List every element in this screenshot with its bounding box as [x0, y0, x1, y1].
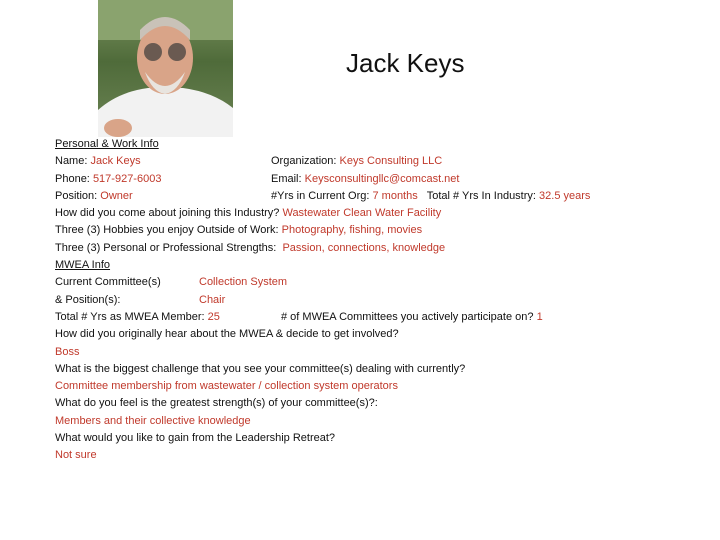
yrs-member-label: Total # Yrs as MWEA Member:	[55, 310, 205, 323]
personal-heading: Personal & Work Info	[55, 138, 159, 150]
join-question: How did you come about joining this Industry?	[55, 207, 280, 220]
committee-value: Collection System	[199, 276, 288, 289]
num-committees-label: # of MWEA Committees you actively participate on?	[281, 310, 534, 323]
position-label: Position:	[55, 189, 98, 202]
profile-photo	[98, 0, 233, 137]
committee-label: Current Committee(s)	[55, 276, 161, 289]
strength-answer: Members and their collective knowledge	[55, 414, 251, 427]
phone-value: 517-927-6003	[92, 172, 162, 185]
yrs-org-label: #Yrs in Current Org:	[271, 189, 370, 202]
num-committees-value: 1	[536, 310, 543, 323]
mwea-heading: MWEA Info	[55, 259, 111, 272]
challenge-answer: Committee membership from wastewater / collection system operators	[55, 380, 398, 393]
committee-position-label: & Position(s):	[55, 293, 121, 306]
hear-answer: Boss	[55, 345, 80, 358]
org-value: Keys Consulting LLC	[339, 155, 443, 168]
strengths-question: Three (3) Personal or Professional Strengths:	[55, 241, 277, 254]
committee-position-value: Chair	[199, 293, 226, 306]
profile-info	[55, 136, 705, 465]
email-label: Email:	[271, 172, 302, 185]
org-label: Organization:	[271, 155, 337, 168]
name-value: Jack Keys	[90, 155, 141, 168]
position-value: Owner	[100, 189, 133, 202]
gain-answer: Not sure	[55, 449, 97, 462]
hear-question: How did you originally hear about the MWEA & decide to get involved?	[55, 328, 399, 341]
yrs-member-value: 25	[207, 310, 220, 323]
email-value: Keysconsultingllc@comcast.net	[304, 172, 460, 185]
strengths-answer: Passion, connections, knowledge	[282, 241, 446, 254]
gain-question: What would you like to gain from the Leadership Retreat?	[55, 432, 336, 445]
hobbies-answer: Photography, fishing, movies	[281, 224, 423, 237]
challenge-question: What is the biggest challenge that you see your committee(s) dealing with currently?	[55, 362, 466, 375]
hobbies-question: Three (3) Hobbies you enjoy Outside of Work:	[55, 224, 279, 237]
page-title: Jack Keys	[346, 48, 465, 78]
join-answer: Wastewater Clean Water Facility	[282, 207, 442, 220]
yrs-industry-label: Total # Yrs In Industry:	[426, 189, 536, 202]
strength-question: What do you feel is the greatest strength(s) of your committee(s)?:	[55, 397, 378, 410]
name-label: Name:	[55, 155, 88, 168]
yrs-org-value: 7 months	[372, 189, 418, 202]
yrs-industry-value: 32.5 years	[539, 189, 591, 202]
phone-label: Phone:	[55, 172, 90, 185]
